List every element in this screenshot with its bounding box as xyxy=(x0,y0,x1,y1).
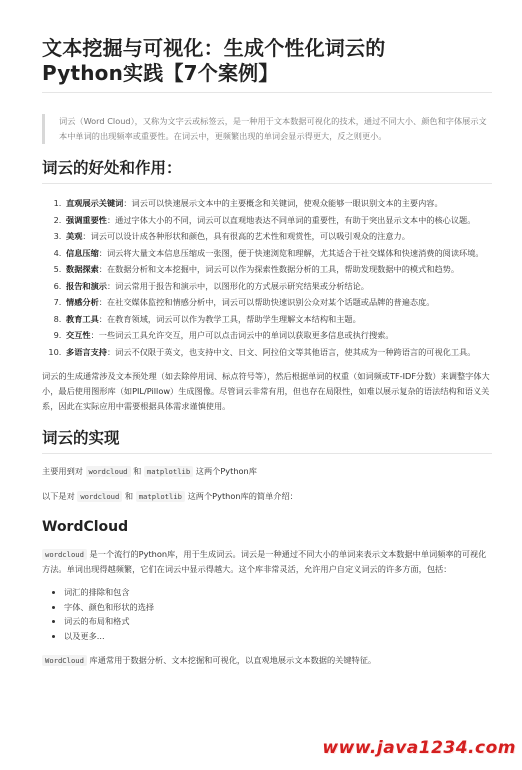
inline-code: WordCloud xyxy=(42,655,87,666)
title-divider xyxy=(42,92,492,93)
page-title xyxy=(42,36,492,86)
title-line-2: Python实践【7个案例】 xyxy=(42,61,279,85)
section-divider xyxy=(42,453,492,454)
list-item: 7. 情感分析：在社交媒体监控和情感分析中，词云可以帮助快速识别公众对某个话题或品牌的普遍态度。 xyxy=(64,295,492,310)
intro-quote: 词云（Word Cloud），又称为文字云或标签云，是一种用于文本数据可视化的技术，通过不同大小、颜色和字体展示文本中单词的出现频率或重要性。在词云中，更频繁出现的单词会显示得更大，反之则更小。 xyxy=(42,114,492,144)
list-item: • 以及更多... xyxy=(64,629,492,644)
list-item: 5. 数据探索：在数据分析和文本挖掘中，词云可以作为探索性数据分析的工具，帮助发现数据中的模式和趋势。 xyxy=(64,262,492,277)
section-divider xyxy=(42,183,492,184)
list-item: • 词云的布局和格式 xyxy=(64,614,492,629)
site-watermark: www.java1234.com xyxy=(322,738,516,758)
list-item: 3. 美观：词云可以设计成各种形状和颜色，具有很高的艺术性和观赏性，可以吸引观众的注意力。 xyxy=(64,229,492,244)
impl-line-2: 以下是对 wordcloud 和 matplotlib 这两个Python库的简单介绍： xyxy=(42,491,298,501)
wordcloud-features-list xyxy=(42,585,492,643)
inline-code: wordcloud xyxy=(86,466,131,477)
list-item: 6. 报告和演示：词云常用于报告和演示中，以图形化的方式展示研究结果或分析结论。 xyxy=(64,279,492,294)
list-item: 1. 直观展示关键词：词云可以快速展示文本中的主要概念和关键词，使观众能够一眼识别文本的主要内容。 xyxy=(64,196,492,211)
inline-code: wordcloud xyxy=(42,549,87,560)
list-item: • 字体、颜色和形状的选择 xyxy=(64,600,492,615)
list-item: 10. 多语言支持：词云不仅限于英文，也支持中文、日文、阿拉伯文等其他语言，使其成为一种跨语言的可视化工具。 xyxy=(64,345,492,360)
impl-line-1: 主要用到对 wordcloud 和 matplotlib 这两个Python库 xyxy=(42,466,257,476)
document-page xyxy=(42,0,492,668)
inline-code: matplotlib xyxy=(136,491,185,502)
benefits-list xyxy=(42,196,492,359)
section-heading-wordcloud: WordCloud xyxy=(42,519,129,535)
list-item: 2. 强调重要性：通过字体大小的不同，词云可以直观地表达不同单词的重要性，有助于突出显示文本中的核心议题。 xyxy=(64,213,492,228)
list-item: • 词汇的排除和包含 xyxy=(64,585,492,600)
list-item: 8. 教育工具：在教育领域，词云可以作为教学工具，帮助学生理解文本结构和主题。 xyxy=(64,312,492,327)
list-item: 4. 信息压缩：词云将大量文本信息压缩成一张图，便于快速浏览和理解，尤其适合于社交媒体和快速消费的阅读环境。 xyxy=(64,246,492,261)
inline-code: matplotlib xyxy=(144,466,193,477)
list-item: 9. 交互性：一些词云工具允许交互，用户可以点击词云中的单词以获取更多信息或执行搜索。 xyxy=(64,328,492,343)
title-line-1: 文本挖掘与可视化：生成个性化词云的 xyxy=(42,36,386,60)
inline-code: wordcloud xyxy=(77,491,122,502)
wordcloud-last-paragraph: WordCloud 库通常用于数据分析、文本挖掘和可视化，以直观地展示文本数据的关键特征。 xyxy=(42,653,492,668)
section-heading-implementation: 词云的实现 xyxy=(42,429,120,447)
generation-paragraph: 词云的生成通常涉及文本预处理（如去除停用词、标点符号等），然后根据单词的权重（如词频或TF-IDF分数）来调整字体大小，最后使用图形库（如PIL/Pillow）生成图像。尽管词云非常有用，但也存在局限性，如难以展示复杂的语法结构和语义关系，因此在实际应用中需要根据具体需求谨慎使用。 xyxy=(42,371,490,411)
wordcloud-paragraph: wordcloud 是一个流行的Python库，用于生成词云。词云是一种通过不同大小的单词来表示文本数据中单词频率的可视化方法。单词出现得越频繁，它们在词云中显示得越大。这个库非常灵活，允许用户自定义词云的许多方面，包括： xyxy=(42,549,487,574)
section-heading-benefits: 词云的好处和作用： xyxy=(42,159,182,177)
